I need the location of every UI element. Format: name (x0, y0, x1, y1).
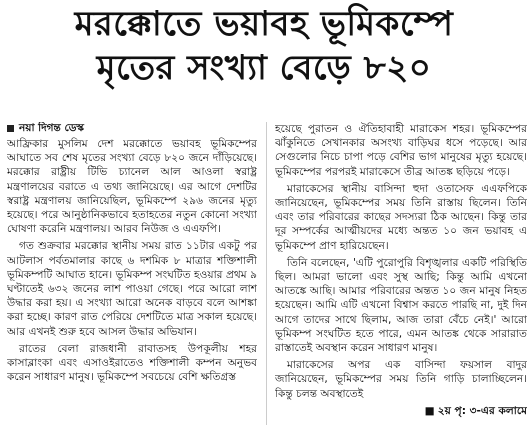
paragraph: আফ্রিকার মুসলিম দেশ মরক্কোতে ভয়াবহ ভূমিকম্পের আঘাতে সব শেষ মৃতের সংখ্যা বেড়ে ৮২০ জনে দাঁড়িয়েছে। মরক্কোর রাষ্ট্রীয় টিভি চ্যানেল আল আওলা স্বরাষ্ট্র মন্ত্রণালয়ের বরাতে এ তথ্য জানিয়েছে। এর আগে দেশটির স্বরাষ্ট্র মন্ত্রণালয় জানিয়েছিল, ভূমিকম্পে ২৯৬ জনের মৃত্যু হয়েছে। পরে আনুষ্ঠানিকভাবে হতাহতের নতুন কোনো সংখ্যা ঘোষণা করেনি মন্ত্রণালয়। আরব নিউজ ও এএফপি। (7, 138, 257, 236)
right-column (275, 122, 527, 425)
headline-line-2: মৃতের সংখ্যা বেড়ে ৮২০ (96, 48, 432, 88)
dateline-text: নয়া দিগন্ত ডেস্ক (19, 122, 84, 134)
paragraph: মারাকেসের স্থানীয় বাসিন্দা হুদা ওতাসেফ এএফপিকে জানিয়েছেন, ভূমিকম্পের সময় তিনি রাস্তায় ছিলেন। তিনি এবং তার পরিবারের কাছের সদস্যরা ঠিক আছেন। কিন্তু তার দূর সম্পর্কের আত্মীয়দের মধ্যে অন্তত ১০ জন ভয়াবহ এ ভূমিকম্পে প্রাণ হারিয়েছেন। (275, 182, 527, 252)
dateline (7, 122, 257, 135)
continuation-note (275, 404, 527, 418)
headline (0, 0, 528, 92)
square-bullet-icon: ■ (424, 404, 435, 417)
paragraph: মারাকেসের অপর এক বাসিন্দা ফয়সাল বাদুর জানিয়েছেন, ভূমিকম্পের সময় তিনি গাড়ি চালাচ্ছিলেন। কিন্তু চলন্ত অবস্থাতেই (275, 359, 527, 400)
article-body (7, 122, 527, 425)
paragraph: গত শুক্রবার মরক্কোর স্থানীয় সময় রাত ১১টার একটু পর আটলাস পর্বতমালার কাছে ৬ দশমিক ৮ মাত্রার শক্তিশালী ভূমিকম্পটি আঘাত হানে। ভূমিকম্প সংঘটিত হওয়ার প্রথম ৯ ঘণ্টাতেই ৬৩২ জনের লাশ পাওয়া গেছে। পরে আরো লাশ উদ্ধার করা হয়। এ সংখ্যা আরো অনেক বাড়বে বলে আশঙ্কা করা হচ্ছে। কারণ রাত পেরিয়ে দেশটিতে মাত্র সকাল হয়েছে। আর এখনই শুরু হবে আসল উদ্ধার অভিযান। (7, 240, 257, 338)
headline-line-1: মরক্কোতে ভয়াবহ ভূমিকম্পে (74, 4, 454, 44)
square-bullet-icon (7, 125, 14, 132)
column-divider (266, 122, 267, 425)
paragraph: রাতের বেলা রাজধানী রাবাতসহ উপকূলীয় শহর কাসাব্লাংকা এবং এসাওইরাতেও শক্তিশালী কম্পন অনুভব করেন সাধারণ মানুষ। ভূমিকম্পে সবচেয়ে বেশি ক্ষতিগ্রস্ত (7, 342, 257, 384)
left-column (7, 122, 257, 425)
paragraph: হয়েছে পুরাতন ও ঐতিহাবাহী মারাকেস শহর। ভূমিকম্পের ঝাঁকুনিতে সেখানকার অসংখ্য বাড়িঘর ধসে পড়েছে। আর সেগুলোর নিচে চাপা পড়ে বেশির ভাগ মানুষের মৃত্যু হয়েছে। ভূমিকম্পের পরপরই মারাকেসে তীব্র আতঙ্ক ছড়িয়ে পড়ে। (275, 123, 527, 178)
continuation-text: ২য় পৃ: ৩-এর কলামে (437, 404, 527, 417)
paragraph: তিনি বলেছেন, 'এটি পুরোপুরি বিশৃঙ্খলার একটি পরিস্থিতি ছিল। আমরা ভালো এবং সুস্থ আছি; কিন্তু আমি এখনো আতঙ্কে আছি। আমার পরিবারের অন্তত ১০ জন মানুষ নিহত হয়েছেন। আমি এটি এখনো বিশ্বাস করতে পারছি না, দুই দিন আগে তাদের সাথে ছিলাম, আজ তারা বেঁচে নেই।' আরো ভূমিকম্প সংঘটিত হতে পারে, এমন আতঙ্ক থেকে সারারাত রাস্তাতেই অবস্থান করেন সাধারণ মানুষ। (275, 256, 527, 355)
